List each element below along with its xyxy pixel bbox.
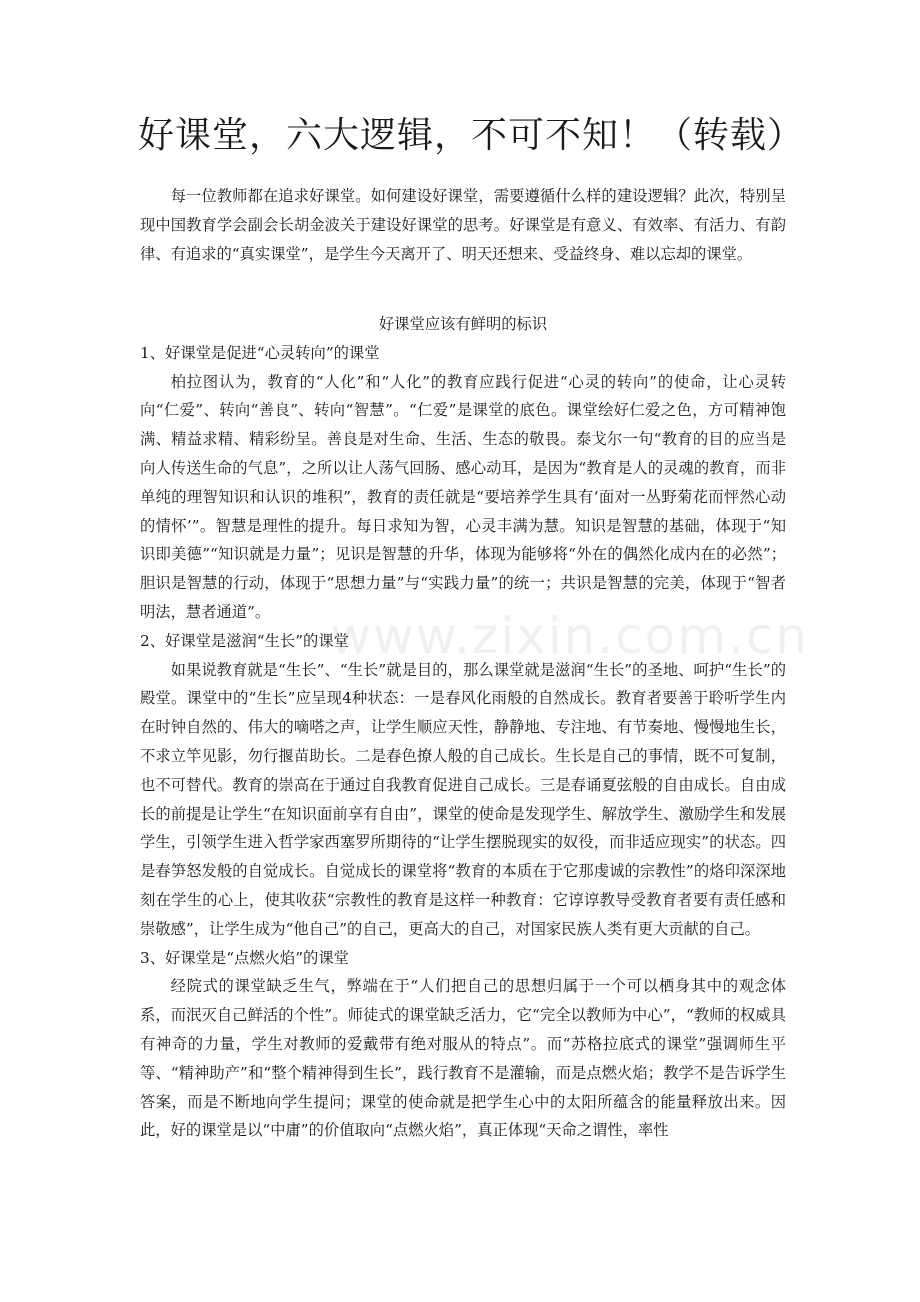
section-paragraph-1: 柏拉图认为，教育的“人化”和“人化”的教育应践行促进“心灵的转向”的使命，让心灵转向“仁爱”、转向“善良”、转向“智慧”。“仁爱”是课堂的底色。课堂绘好仁爱之色，方可精神饱满、精益求精、精彩纷呈。善良是对生命、生活、生态的敬畏。泰戈尔一句“教育的目的应当是向人传送生命的气息”，之所以让人荡气回肠、感心动耳，是因为“教育是人的灵魂的教育，而非单纯的理智知识和认识的堆积”，教育的责任就是“要培养学生具有‘面对一丛野菊花而怦然心动的情怀’”。智慧是理性的提升。每日求知为智，心灵丰满为慧。知识是智慧的基础，体现于“知识即美德”“知识就是力量”；见识是智慧的升华，体现为能够将“外在的偶然化成内在的必然”；胆识是智慧的行动，体现于“思想力量”与“实践力量”的统一；共识是智慧的完美，体现于“智者明法，慧者通道”。 <box>140 372 786 621</box>
section-heading-3: 3、好课堂是“点燃火焰”的课堂 <box>140 948 349 967</box>
intro-paragraph: 每一位教师都在追求好课堂。如何建设好课堂，需要遵循什么样的建设逻辑？此次，特别呈现中国教育学会副会长胡金波关于建设好课堂的思考。好课堂是有意义、有效率、有活力、有韵律、有追求的“真实课堂”，是学生今天离开了、明天还想来、受益终身、难以忘却的课堂。 <box>140 187 786 263</box>
document-title: 好课堂，六大逻辑，不可不知！（转载） <box>138 115 805 156</box>
section-paragraph-2: 如果说教育就是“生长”、“生长”就是目的，那么课堂就是滋润“生长”的圣地、呵护“生长”的殿堂。课堂中的“生长”应呈现4种状态：一是春风化雨般的自然成长。教育者要善于聆听学生内在时钟自然的、伟大的嘀嗒之声，让学生顺应天性，静静地、专注地、有节奏地、慢慢地生长，不求立竿见影，勿行揠苗助长。二是春色撩人般的自己成长。生长是自己的事情，既不可复制，也不可替代。教育的崇高在于通过自我教育促进自己成长。三是春诵夏弦般的自由成长。自由成长的前提是让学生“在知识面前享有自由”，课堂的使命是发现学生、解放学生、激励学生和发展学生，引领学生进入哲学家西塞罗所期待的“让学生摆脱现实的奴役，而非适应现实”的状态。四是春笋怒发般的自觉成长。自觉成长的课堂将“教育的本质在于它那虔诚的宗教性”的烙印深深地刻在学生的心上，使其收获“宗教性的教育是这样一种教育：它谆谆教导受教育者要有责任感和崇敬感”，让学生成为“他自己”的自己，更高大的自己，对国家民族人类有更大贡献的自己。 <box>140 660 786 938</box>
watermark: www.zixin.com.cn <box>330 607 810 665</box>
section-title: 好课堂应该有鲜明的标识 <box>378 315 548 333</box>
section-heading-2: 2、好课堂是滋润“生长”的课堂 <box>140 631 349 650</box>
section-paragraph-3: 经院式的课堂缺乏生气，弊端在于“人们把自己的思想归属于一个可以栖身其中的观念体系，而泯灭自己鲜活的个性”。师徒式的课堂缺乏活力，它“完全以教师为中心”，“教师的权威具有神奇的力量，学生对教师的爱戴带有绝对服从的特点”。而“苏格拉底式的课堂”强调师生平等、“精神助产”和“整个精神得到生长”，践行教育不是灌输，而是点燃火焰；教学不是告诉学生答案，而是不断地向学生提问；课堂的使命就是把学生心中的太阳所蕴含的能量释放出来。因此，好的课堂是以“中庸”的价值取向“点燃火焰”，真正体现“天命之谓性，率性 <box>140 977 786 1140</box>
article-body <box>140 310 810 1145</box>
section-heading-1: 1、好课堂是促进“心灵转向”的课堂 <box>140 343 380 362</box>
intro-block <box>140 182 786 268</box>
